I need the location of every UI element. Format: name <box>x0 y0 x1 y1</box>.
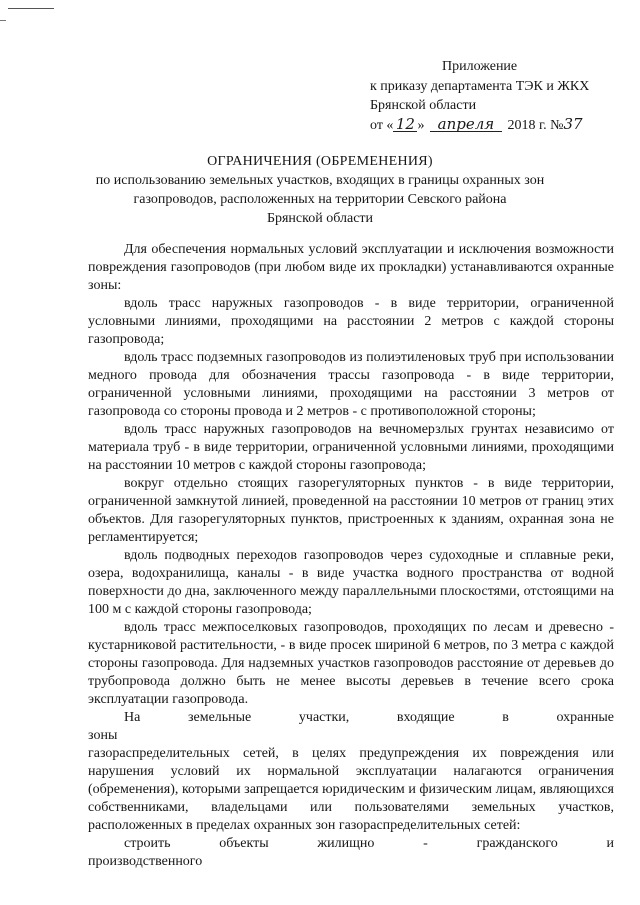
handwritten-day: 12 <box>393 117 417 132</box>
date-prefix: от « <box>370 117 394 133</box>
appendix-label: Приложение <box>442 59 518 74</box>
paragraph: вокруг отдельно стоящих газорегуляторных пунктов - в виде территории, ограниченной замкнутой линией, проведенной на расстоянии 10 метров от границ этих объектов. Для газорегуляторных пунктов, пристроенных к зданиям, охранная зона не регламентируется; <box>88 476 614 545</box>
paragraph: вдоль трасс подземных газопроводов из полиэтиленовых труб при использовании медного провода для обозначения трассы газопровода - в виде территории, ограниченной условными линиями, проходящими на расстоянии 3 метров от газопровода со стороны провода и 2 метров - с противоположной стороны; <box>88 350 614 419</box>
title-main: ОГРАНИЧЕНИЯ (ОБРЕМЕНЕНИЯ) <box>207 154 433 169</box>
paragraph-restrictions: газораспределительных сетей, в целях предупреждения их повреждения или нарушения условий их нормальной эксплуатации налагаются ограничения (обременения), которыми запрещается юридическим и физическим лицам, являющихся собственниками, владельцами или пользователями земельных участков, расположенных в пределах охранных зон газораспределительных сетей: <box>88 746 614 833</box>
paragraph: вдоль трасс наружных газопроводов на вечномерзлых грунтах независимо от материала труб - в виде территории, ограниченной условными линиями, проходящими на расстоянии 10 метров с каждой стороны газопровода; <box>88 422 614 473</box>
paragraph-restrictions-first-line: На земельные участки, входящие в охранные зоны <box>88 710 614 743</box>
appendix-date-line <box>370 116 630 136</box>
paragraph-last: строить объекты жилищно - гражданского и производственного <box>88 836 614 869</box>
handwritten-month: апреля <box>430 117 502 132</box>
paragraph: вдоль трасс межпоселковых газопроводов, проходящих по лесам и древесно - кустарниковой растительности, - в виде просек шириной 6 метров, по 3 метра с каждой стороны газопровода. Для надземных участков газопроводов расстояние от деревьев до трубопровода должно быть не менее высоты деревьев в течение всего срока эксплуатации газопровода. <box>88 620 614 707</box>
document-body <box>88 241 614 871</box>
scan-edge-mark <box>0 20 6 21</box>
handwritten-order-number: 37 <box>563 114 583 133</box>
date-year: 2018 г. № <box>507 117 564 133</box>
appendix-region: Брянской области <box>370 98 477 113</box>
scan-edge-mark <box>8 8 54 9</box>
paragraph: вдоль подводных переходов газопроводов через судоходные и сплавные реки, озера, водохранилища, каналы - в виде участка водного пространства от водной поверхности до дна, заключенного между параллельными плоскостями, отстоящими на 100 м с каждой стороны газопровода; <box>88 548 614 617</box>
date-quote: » <box>417 117 425 133</box>
paragraph: Для обеспечения нормальных условий эксплуатации и исключения возможности повреждения газопроводов (при любом виде их прокладки) устанавливаются охранные зоны: <box>88 242 614 293</box>
appendix-order-ref: к приказу департамента ТЭК и ЖКХ <box>370 78 590 94</box>
title-subtitle-line: газопроводов, расположенных на территории Севского района <box>133 192 507 207</box>
title-subtitle-line: Брянской области <box>266 211 374 226</box>
paragraph: вдоль трасс наружных газопроводов - в виде территории, ограниченной условными линиями, проходящими на расстоянии 2 метров с каждой стороны газопровода; <box>88 296 614 347</box>
title-subtitle-line: по использованию земельных участков, входящих в границы охранных зон <box>95 173 545 188</box>
document-title <box>60 152 580 228</box>
appendix-header <box>370 57 630 135</box>
